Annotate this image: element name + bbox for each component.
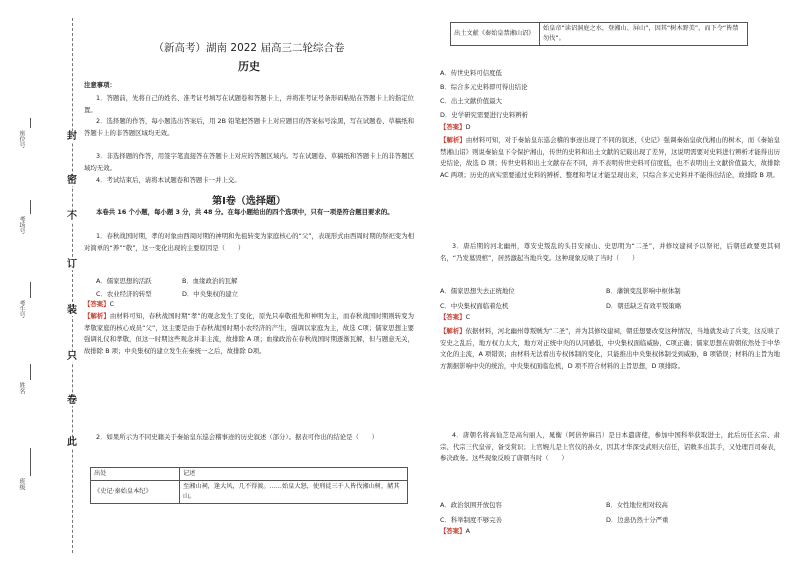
question-2-answer: 【答案】D	[440, 123, 471, 131]
binding-char: 密	[67, 175, 77, 186]
binding-char: 只	[67, 351, 77, 362]
question-4-option-d: D．边患仍然十分严重	[606, 516, 669, 524]
field-underline	[30, 118, 31, 128]
question-2-source-table-continued	[450, 22, 748, 46]
candidate-number-field: 考生号	[18, 300, 25, 318]
question-1-analysis: 【解析】由材料可知，春秋战国时期“孝”的观念发生了变化，原先只奉敬祖先和神明为主，而春秋战国时期则转变为孝敬家庭的核心成员“父”，这主要是由于春秋战国时期小农经济的产生，强调以家庭为主，故选 C项；儒家思想主要强调礼仪和孝敬，但这一时期这些观念并非主流，故排除 A 项；血缘政治在春秋战国时期逐渐瓦解，但与题意无关，故排除 B 项；中央集权的建立发生在秦统一之后，故排除 D项。	[84, 312, 414, 355]
table-header-row	[91, 468, 408, 481]
name-field: 姓名	[18, 382, 25, 394]
question-1-stem: 1．春秋战国时期，孝的对象由西周时期的神明和先祖转变为家庭核心的“父”，表现形式由西周时期的祭祀变为相对简单的“养”“敬”，这一变化出现的主要原因是（ ）	[84, 232, 414, 252]
table-row	[91, 481, 408, 504]
binding-char: 不	[67, 211, 77, 222]
table-cell: 《史记·秦始皇本纪》	[91, 481, 180, 504]
note-item: 3．非选择题的作答，用签字笔直接答在答题卡上对应的答题区域内。写在试题卷、草稿纸和答题卡上的非答题区域均无效。	[84, 152, 414, 172]
question-4-answer: 【答案】A	[440, 527, 470, 535]
question-2-analysis: 【解析】由材料可知，对于秦始皇东巡会稽的事迹出现了不同的叙述，《史记》强调秦始皇砍伐湘山的树木，而《秦始皇禁湘山诏》则说秦始皇下令保护湘山，传世的史料和出土文献的记载出现了差异，这说明需要对史料进行辨析才能得出历史结论，故选 D 项；传世史料和出土文献存在不同，并不表明传世史料可信度低，也不表明出土文献价值最大，故排除 AC 两项；历史的真实需要通过史料的辨析、整理和考证才能呈现出来，只综合多元史料并不能得出结论，故排除 B 项。	[440, 136, 780, 179]
binding-dashed-line	[72, 18, 73, 553]
table-header-cell: 记述	[180, 468, 408, 481]
question-2-source-table	[90, 467, 408, 504]
question-4-stem: 4．唐朝名将高仙芝是高句丽人，晁衡（阿倍仲麻吕）是日本遣唐使，参加中国科举获取进士，此后历任玄宗、肃宗、代宗三代皇帝，备受赏识；上官婉儿是上官仪的孙女，因其才华深受武则天信任，诏敕多出其手，又处理百司奏表，参决政务。这些现象反映了唐朝当时（ ）	[440, 431, 780, 463]
question-1-option-c: C．农业经济的转型	[96, 290, 152, 298]
question-3-answer: 【答案】C	[440, 313, 471, 321]
note-item: 4．考试结束后，请将本试题卷和答题卡一并上交。	[96, 176, 241, 184]
exam-room-field: 考场号	[18, 216, 25, 234]
table-cell: 至湘山祠，逢大风，几不得渡。……始皇大怒，使刑徒三千人皆伐湘山树，赭其山。	[180, 481, 408, 504]
exam-title: （新高考）湖南 2022 届高三二轮综合卷	[153, 42, 345, 54]
note-item: 1．答题前，先将自己的姓名、准考证号填写在试题卷和答题卡上，并将准考证号条形码粘贴在答题卡上的指定位置。	[84, 94, 414, 114]
question-1-option-a: A．儒家思想的活跃	[96, 277, 152, 285]
question-3-analysis: 【解析】依据材料，河北幽州尊叛贼为“二圣”，并为其修坟建祠，朝廷想要改变这种情况，当地就发动了兵变，这反映了安史之乱后，地方权力太大，地方对正统中央的认同感低，中央集权面临威胁，C项正确；儒家思想在唐朝依然处于中华文化的主流，A 项错误；由材料无法看出专权体制的变化，只能推出中央集权体制受到威胁，B 项错误；材料的主旨为地方割据影响中央的统治，中央集权面临危机，D 项不符合材料的主旨思想，D 项排除。	[440, 327, 780, 370]
question-4-option-c: C．科举制度不够完善	[440, 516, 502, 524]
binding-char: 订	[67, 259, 77, 270]
question-1-answer: 【答案】C	[84, 300, 115, 308]
field-underline	[30, 364, 31, 380]
binding-char: 封	[67, 131, 77, 142]
seat-number-field: 座位号	[18, 130, 25, 148]
class-field: 班级	[18, 478, 25, 490]
question-1-option-b: B．血缘政治的瓦解	[182, 277, 238, 285]
question-3-option-d: D．朝廷缺乏有效平叛策略	[606, 302, 682, 310]
question-1-option-d: D．中央集权的建立	[182, 290, 239, 298]
field-underline	[30, 200, 31, 214]
field-underline	[30, 282, 31, 298]
question-2-stem: 2．如果所示为不同史籍关于秦始皇东巡会稽事迹的历史叙述（部分）。据表可作出的结论是（ ）	[96, 433, 379, 441]
question-2-option-c: C．出土文献价值最大	[440, 97, 502, 105]
question-2-option-b: B．综合多元史料即可得出结论	[440, 83, 528, 91]
table-header-cell: 出处	[91, 468, 180, 481]
question-3-option-c: C．中央集权面临着危机	[440, 302, 509, 310]
question-3-stem: 3．唐后期的河北幽州，尊安史叛乱的头目安禄山、史思明为“二圣”，并修坟建祠予以祭祀，后朝廷政要更其祠名，“乃发墓毁棺”，居然激起当地兵变。这种现象反映了当时（ ）	[440, 242, 780, 262]
section-intro: 本卷共 16 个小题，每小题 3 分，共 48 分。在每小题给出的四个选项中，只有一项是符合题目要求的。	[96, 208, 394, 216]
question-2-option-a: A．传世史料可信度低	[440, 69, 502, 77]
table-cell: 始皇帝“读诏洞庭之水，登湘山、屏山”，因其“树木野美”，而下令“皆禁勿伐”。	[540, 23, 748, 46]
question-3-option-b: B．藩镇变乱影响中枢体制	[606, 287, 681, 295]
table-cell: 出土文献《秦始皇禁湘山诏》	[451, 23, 540, 46]
section-title: 第Ⅰ卷（选择题）	[212, 196, 286, 207]
question-4-option-b: B．女性地位相对较高	[606, 501, 668, 509]
exam-subject: 历史	[238, 60, 260, 73]
notes-heading: 注意事项：	[84, 81, 116, 89]
binding-char: 此	[67, 437, 77, 448]
question-2-option-d: D．史学研究需要进行史料辨析	[440, 111, 528, 119]
question-4-option-a: A．政治氛围开放包容	[440, 501, 502, 509]
note-item: 2．选择题的作答，每小题选出答案后，用 2B 铅笔把答题卡上对应题目的答案标号涂黑，写在试题卷、草稿纸和答题卡上的非答题区域均无效。	[84, 117, 414, 137]
binding-char: 装	[67, 305, 77, 316]
binding-char: 卷	[67, 395, 77, 406]
field-underline	[30, 448, 31, 476]
question-3-option-a: A．儒家思想失去正统地位	[440, 287, 515, 295]
table-row	[451, 23, 748, 46]
